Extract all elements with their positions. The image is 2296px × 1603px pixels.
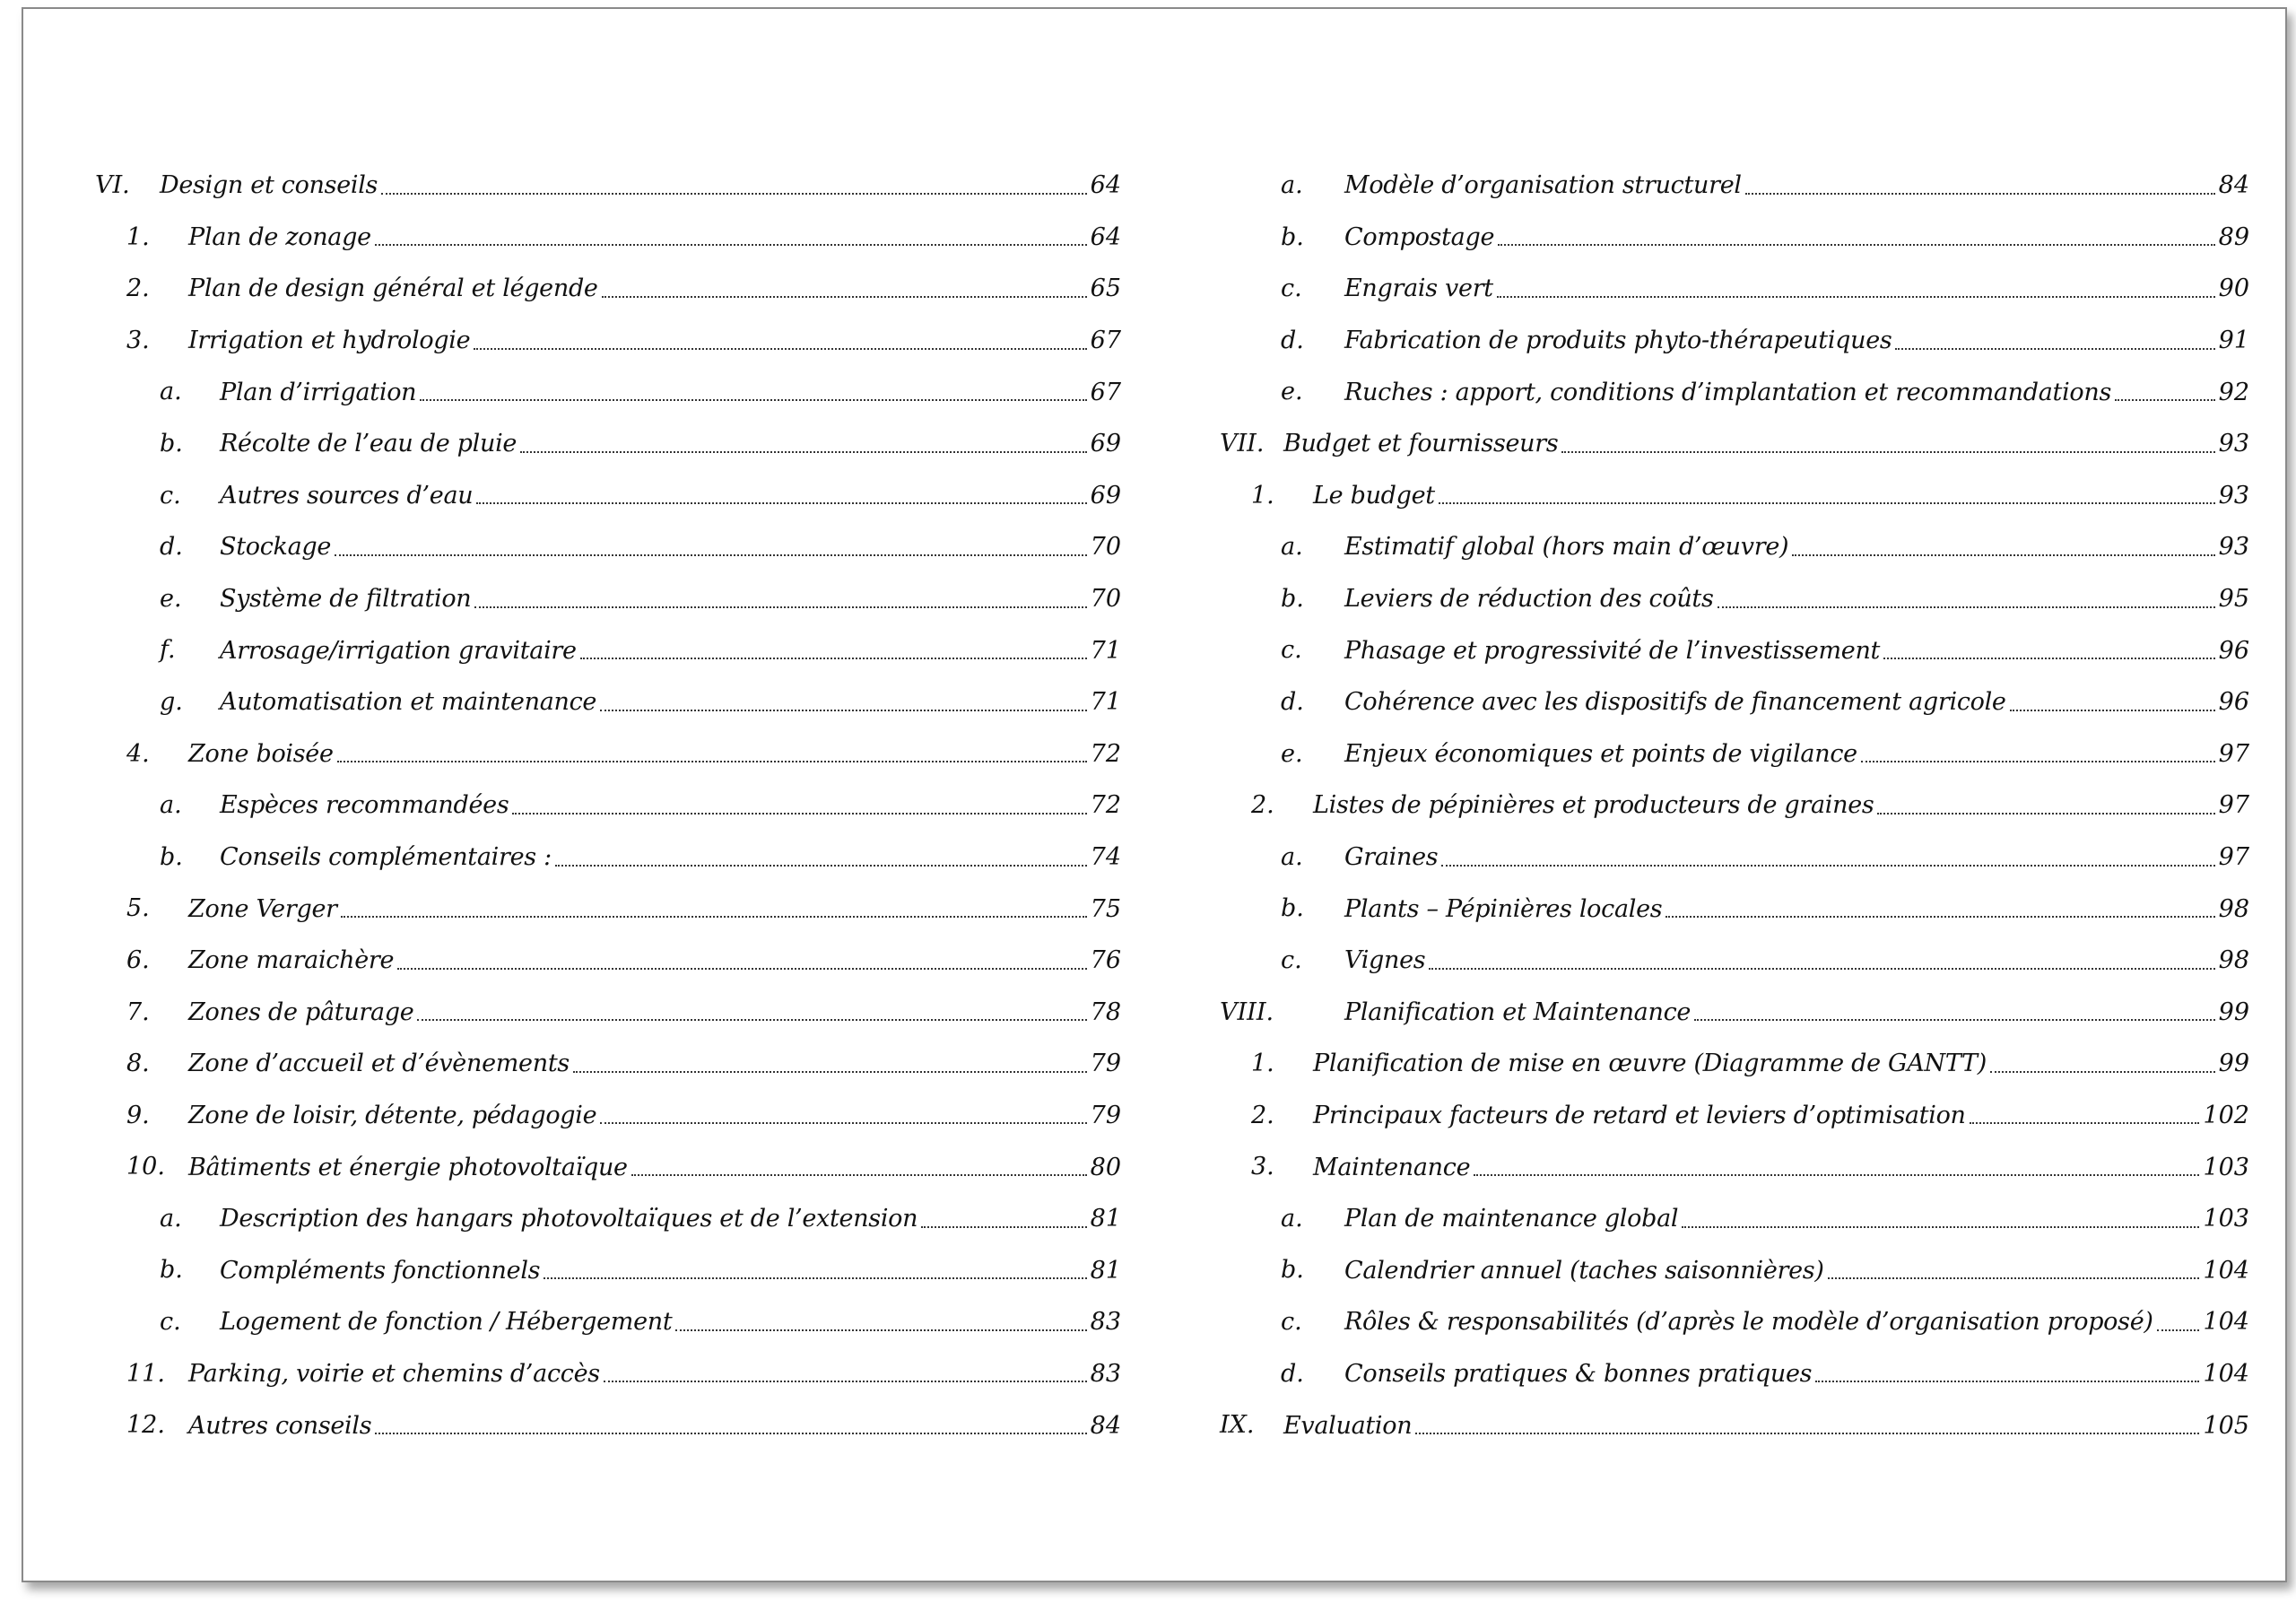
toc-entry-number: 2. — [1251, 1101, 1274, 1129]
toc-entry-page-number: 97 — [2218, 739, 2249, 768]
toc-entry[interactable] — [1198, 728, 2249, 780]
toc-entry-page-number: 99 — [2218, 998, 2249, 1026]
toc-entry-number: VI. — [95, 171, 130, 199]
toc-entry-page-number: 74 — [1090, 843, 1121, 872]
toc-entry-page-number: 93 — [2218, 430, 2249, 458]
toc-entry-title: Phasage et progressivité de l’investissement — [1344, 636, 1881, 665]
toc-entry[interactable] — [74, 987, 1121, 1039]
toc-entry[interactable] — [1198, 1244, 2249, 1296]
document-page — [22, 7, 2287, 1582]
toc-entry-title: Plants – Pépinières locales — [1344, 894, 1663, 923]
toc-entry-number: 11. — [126, 1359, 165, 1388]
toc-entry[interactable] — [1198, 676, 2249, 728]
toc-entry-title: Cohérence avec les dispositifs de financement agricole — [1344, 688, 2006, 717]
dot-leader — [573, 1071, 1087, 1073]
toc-entry-page-number: 83 — [1090, 1359, 1121, 1388]
dot-leader — [1883, 658, 2215, 659]
toc-entry-number: a. — [160, 1204, 182, 1233]
dot-leader — [1792, 554, 2214, 556]
toc-entry[interactable] — [74, 366, 1121, 418]
toc-entry-number: b. — [1281, 894, 1304, 923]
dot-leader — [1665, 916, 2214, 918]
toc-entry-page-number: 97 — [2218, 791, 2249, 820]
toc-entry-page-number: 71 — [1090, 636, 1121, 665]
toc-entry-title: Planification de mise en œuvre (Diagramme de GANTT) — [1313, 1050, 1987, 1078]
toc-entry-page-number: 78 — [1090, 998, 1121, 1026]
toc-entry[interactable] — [74, 573, 1121, 625]
dot-leader — [474, 606, 1086, 608]
toc-entry-number: d. — [1281, 687, 1304, 716]
toc-entry-page-number: 102 — [2203, 1101, 2249, 1129]
toc-left-column — [74, 160, 1121, 1451]
dot-leader — [631, 1174, 1087, 1176]
dot-leader — [602, 296, 1087, 298]
toc-entry[interactable] — [1198, 263, 2249, 315]
toc-entry-number: d. — [160, 533, 183, 562]
toc-entry-number: 2. — [126, 274, 150, 303]
dot-leader — [397, 968, 1086, 970]
dot-leader — [1429, 968, 2214, 970]
toc-entry-title: Rôles & responsabilités (d’après le modèle d’organisation proposé) — [1344, 1308, 2153, 1337]
toc-entry-page-number: 97 — [2218, 843, 2249, 872]
toc-entry-title: Automatisation et maintenance — [220, 688, 597, 717]
toc-entry-page-number: 98 — [2218, 946, 2249, 975]
dot-leader — [420, 399, 1086, 401]
toc-entry-page-number: 104 — [2203, 1256, 2249, 1285]
toc-entry-number: VIII. — [1220, 998, 1274, 1026]
toc-entry-page-number: 80 — [1090, 1153, 1121, 1181]
dot-leader — [337, 761, 1087, 762]
toc-entry-title: Plan de maintenance global — [1344, 1205, 1679, 1233]
toc-entry-title: Compléments fonctionnels — [220, 1256, 541, 1285]
toc-entry-page-number: 103 — [2203, 1205, 2249, 1233]
toc-entry[interactable] — [74, 728, 1121, 780]
dot-leader — [1990, 1071, 2215, 1073]
dot-leader — [1970, 1122, 2200, 1124]
toc-entry-title: Evaluation — [1283, 1411, 1413, 1440]
toc-entry-number: 10. — [126, 1153, 165, 1181]
toc-entry-page-number: 67 — [1090, 378, 1121, 406]
dot-leader — [341, 916, 1087, 918]
toc-entry-page-number: 84 — [1090, 1411, 1121, 1440]
toc-entry-number: f. — [160, 636, 176, 665]
toc-entry-number: a. — [1281, 171, 1303, 199]
dot-leader — [1861, 761, 2215, 762]
toc-entry-number: e. — [1281, 378, 1303, 406]
toc-entry-number: 3. — [1251, 1153, 1274, 1181]
toc-entry[interactable] — [1198, 315, 2249, 367]
toc-entry[interactable] — [74, 212, 1121, 264]
toc-entry[interactable] — [74, 521, 1121, 573]
toc-entry-title: Autres sources d’eau — [220, 481, 474, 510]
toc-entry-title: Système de filtration — [220, 585, 472, 614]
toc-entry-page-number: 91 — [2218, 327, 2249, 355]
toc-entry-page-number: 70 — [1090, 585, 1121, 614]
toc-entry-number: 1. — [126, 222, 150, 251]
dot-leader — [1474, 1174, 2199, 1176]
toc-entry-page-number: 104 — [2203, 1308, 2249, 1337]
toc-entry-title: Conseils complémentaires : — [220, 843, 552, 872]
dot-leader — [604, 1381, 1087, 1382]
toc-entry-title: Budget et fournisseurs — [1283, 430, 1559, 458]
toc-entry-title: Le budget — [1313, 481, 1435, 510]
toc-entry-page-number: 81 — [1090, 1205, 1121, 1233]
toc-entry-title: Compostage — [1344, 222, 1495, 251]
toc-entry[interactable] — [1198, 573, 2249, 625]
toc-entry[interactable] — [1198, 987, 2249, 1039]
toc-entry-page-number: 95 — [2218, 585, 2249, 614]
toc-entry-title: Graines — [1344, 843, 1439, 872]
toc-entry[interactable] — [1198, 418, 2249, 470]
toc-entry-title: Maintenance — [1313, 1153, 1471, 1181]
toc-entry-page-number: 75 — [1090, 894, 1121, 923]
toc-entry-page-number: 83 — [1090, 1308, 1121, 1337]
toc-entry-number: 1. — [1251, 481, 1274, 510]
toc-entry-number: 1. — [1251, 1050, 1274, 1078]
toc-entry[interactable] — [1198, 832, 2249, 884]
toc-entry-title: Espèces recommandées — [220, 791, 509, 820]
toc-entry[interactable] — [1198, 366, 2249, 418]
toc-entry[interactable] — [74, 1141, 1121, 1193]
toc-entry-page-number: 98 — [2218, 894, 2249, 923]
toc-entry-page-number: 65 — [1090, 274, 1121, 303]
toc-entry-title: Récolte de l’eau de pluie — [220, 430, 517, 458]
toc-entry-number: a. — [1281, 533, 1303, 562]
toc-entry[interactable] — [74, 160, 1121, 212]
dot-leader — [474, 348, 1086, 350]
dot-leader — [675, 1329, 1086, 1331]
toc-entry-title: Arrosage/irrigation gravitaire — [220, 636, 577, 665]
dot-leader — [512, 813, 1086, 815]
toc-entry[interactable] — [74, 470, 1121, 522]
dot-leader — [1561, 451, 2214, 453]
toc-entry-title: Zone maraichère — [188, 946, 395, 975]
toc-entry-title: Planification et Maintenance — [1344, 998, 1692, 1026]
toc-entry-number: 3. — [126, 326, 150, 354]
toc-entry-page-number: 79 — [1090, 1101, 1121, 1129]
toc-entry-title: Zone Verger — [188, 894, 337, 923]
toc-entry-page-number: 105 — [2203, 1411, 2249, 1440]
toc-entry-title: Plan d’irrigation — [220, 378, 417, 406]
toc-entry[interactable] — [74, 935, 1121, 987]
toc-entry[interactable] — [1198, 1296, 2249, 1348]
toc-entry-page-number: 89 — [2218, 222, 2249, 251]
toc-entry[interactable] — [1198, 521, 2249, 573]
toc-entry-page-number: 96 — [2218, 688, 2249, 717]
toc-entry-page-number: 71 — [1090, 688, 1121, 717]
dot-leader — [335, 554, 1087, 556]
toc-entry-title: Vignes — [1344, 946, 1426, 975]
toc-entry-number: b. — [1281, 1256, 1304, 1285]
toc-entry-title: Plan de design général et légende — [188, 274, 598, 303]
dot-leader — [2010, 710, 2215, 711]
toc-entry-number: 12. — [126, 1411, 165, 1440]
dot-leader — [580, 658, 1087, 659]
toc-entry-page-number: 96 — [2218, 636, 2249, 665]
toc-entry-title: Design et conseils — [160, 171, 378, 200]
toc-entry-title: Ruches : apport, conditions d’implantation et recommandations — [1344, 378, 2112, 406]
toc-entry-number: a. — [1281, 1204, 1303, 1233]
dot-leader — [555, 865, 1087, 867]
toc-entry-page-number: 104 — [2203, 1359, 2249, 1388]
toc-entry-number: 5. — [126, 894, 150, 923]
toc-entry[interactable] — [1198, 212, 2249, 264]
toc-entry[interactable] — [1198, 1399, 2249, 1451]
toc-entry-page-number: 103 — [2203, 1153, 2249, 1181]
toc-entry-page-number: 67 — [1090, 327, 1121, 355]
toc-entry-number: d. — [1281, 326, 1304, 354]
toc-entry-number: e. — [1281, 739, 1303, 768]
toc-entry-number: c. — [160, 481, 181, 510]
toc-entry[interactable] — [1198, 470, 2249, 522]
toc-entry-number: 8. — [126, 1050, 150, 1078]
toc-entry[interactable] — [1198, 1141, 2249, 1193]
toc-entry-number: c. — [1281, 274, 1302, 303]
toc-entry-page-number: 93 — [2218, 533, 2249, 562]
toc-entry-title: Enjeux économiques et points de vigilance — [1344, 739, 1857, 768]
toc-entry-number: a. — [160, 791, 182, 820]
toc-entry-page-number: 79 — [1090, 1050, 1121, 1078]
dot-leader — [1497, 296, 2215, 298]
dot-leader — [1895, 348, 2214, 350]
toc-entry[interactable] — [74, 1348, 1121, 1400]
toc-entry-title: Engrais vert — [1344, 274, 1493, 303]
toc-entry[interactable] — [74, 1193, 1121, 1245]
toc-entry[interactable] — [1198, 883, 2249, 935]
toc-entry[interactable] — [74, 1090, 1121, 1142]
toc-entry-number: c. — [1281, 945, 1302, 974]
dot-leader — [600, 710, 1087, 711]
dot-leader — [1439, 502, 2215, 504]
toc-entry-number: c. — [1281, 636, 1302, 665]
toc-entry-page-number: 99 — [2218, 1050, 2249, 1078]
toc-entry-page-number: 90 — [2218, 274, 2249, 303]
toc-entry[interactable] — [74, 780, 1121, 832]
toc-entry[interactable] — [1198, 160, 2249, 212]
dot-leader — [1441, 865, 2214, 867]
dot-leader — [2115, 399, 2215, 401]
toc-entry-title: Principaux facteurs de retard et leviers d’optimisation — [1313, 1101, 1966, 1129]
dot-leader — [1828, 1277, 2200, 1279]
toc-entry-title: Fabrication de produits phyto-thérapeutiques — [1344, 327, 1892, 355]
toc-entry-number: 4. — [126, 739, 150, 768]
toc-entry[interactable] — [74, 418, 1121, 470]
toc-entry-number: 6. — [126, 945, 150, 974]
dot-leader — [1694, 1019, 2215, 1021]
toc-entry[interactable] — [74, 1038, 1121, 1090]
dot-leader — [520, 451, 1087, 453]
toc-entry-number: b. — [160, 842, 183, 871]
toc-entry-title: Zone de loisir, détente, pédagogie — [188, 1101, 597, 1129]
dot-leader — [417, 1019, 1086, 1021]
dot-leader — [1415, 1433, 2199, 1434]
toc-entry[interactable] — [1198, 935, 2249, 987]
toc-entry-title: Zone d’accueil et d’évènements — [188, 1050, 570, 1078]
toc-entry-number: a. — [160, 378, 182, 406]
dot-leader — [1815, 1381, 2199, 1382]
dot-leader — [544, 1277, 1086, 1279]
toc-entry-number: c. — [1281, 1308, 1302, 1337]
toc-entry[interactable] — [1198, 780, 2249, 832]
toc-entry-page-number: 69 — [1090, 430, 1121, 458]
toc-entry-title: Parking, voirie et chemins d’accès — [188, 1359, 600, 1388]
toc-entry-page-number: 70 — [1090, 533, 1121, 562]
toc-entry-title: Modèle d’organisation structurel — [1344, 171, 1742, 200]
toc-entry-title: Stockage — [220, 533, 332, 562]
toc-entry-title: Estimatif global (hors main d’œuvre) — [1344, 533, 1789, 562]
toc-entry-number: b. — [160, 1256, 183, 1285]
dot-leader — [1498, 244, 2215, 246]
toc-entry-page-number: 72 — [1090, 791, 1121, 820]
toc-right-column — [1198, 160, 2249, 1451]
toc-entry[interactable] — [1198, 1090, 2249, 1142]
toc-entry-number: VII. — [1220, 429, 1265, 457]
toc-entry-number: IX. — [1220, 1411, 1255, 1440]
toc-entry[interactable] — [74, 1244, 1121, 1296]
toc-entry[interactable] — [74, 676, 1121, 728]
toc-entry[interactable] — [74, 832, 1121, 884]
toc-entry-page-number: 81 — [1090, 1256, 1121, 1285]
toc-entry-title: Irrigation et hydrologie — [188, 327, 471, 355]
toc-entry-number: 7. — [126, 998, 150, 1026]
dot-leader — [375, 1433, 1086, 1434]
toc-entry[interactable] — [74, 315, 1121, 367]
toc-entry-number: 2. — [1251, 791, 1274, 820]
toc-entry-title: Leviers de réduction des coûts — [1344, 585, 1714, 614]
toc-entry-title: Zone boisée — [188, 739, 334, 768]
dot-leader — [600, 1122, 1086, 1124]
toc-entry-title: Listes de pépinières et producteurs de graines — [1313, 791, 1874, 820]
toc-entry[interactable] — [74, 624, 1121, 676]
toc-entry-number: 9. — [126, 1101, 150, 1129]
dot-leader — [1745, 193, 2215, 195]
toc-entry-number: e. — [160, 584, 182, 613]
toc-entry-number: d. — [1281, 1359, 1304, 1388]
toc-entry[interactable] — [74, 263, 1121, 315]
toc-entry-title: Description des hangars photovoltaïques et de l’extension — [220, 1205, 918, 1233]
toc-entry-title: Calendrier annuel (taches saisonnières) — [1344, 1256, 1824, 1285]
dot-leader — [2157, 1329, 2200, 1331]
toc-entry[interactable] — [1198, 1348, 2249, 1400]
dot-leader — [375, 244, 1087, 246]
dot-leader — [1682, 1226, 2199, 1228]
toc-entry-title: Conseils pratiques & bonnes pratiques — [1344, 1359, 1813, 1388]
toc-entry-title: Logement de fonction / Hébergement — [220, 1308, 673, 1337]
toc-entry[interactable] — [74, 1399, 1121, 1451]
dot-leader — [1718, 606, 2215, 608]
toc-entry-number: g. — [160, 687, 183, 716]
toc-entry[interactable] — [74, 1296, 1121, 1348]
toc-entry-page-number: 64 — [1090, 222, 1121, 251]
toc-entry-page-number: 64 — [1090, 171, 1121, 200]
dot-leader — [921, 1226, 1086, 1228]
toc-entry-number: c. — [160, 1308, 181, 1337]
dot-leader — [381, 193, 1087, 195]
toc-entry-title: Zones de pâturage — [188, 998, 414, 1026]
toc-entry-page-number: 76 — [1090, 946, 1121, 975]
toc-entry-title: Plan de zonage — [188, 222, 371, 251]
toc-entry-number: b. — [1281, 222, 1304, 251]
toc-entry-title: Bâtiments et énergie photovoltaïque — [188, 1153, 628, 1181]
toc-entry-page-number: 92 — [2218, 378, 2249, 406]
toc-entry[interactable] — [1198, 1038, 2249, 1090]
toc-entry[interactable] — [74, 883, 1121, 935]
toc-entry[interactable] — [1198, 624, 2249, 676]
toc-entry[interactable] — [1198, 1193, 2249, 1245]
toc-entry-page-number: 69 — [1090, 481, 1121, 510]
toc-entry-number: b. — [160, 429, 183, 457]
toc-entry-number: b. — [1281, 584, 1304, 613]
dot-leader — [1877, 813, 2214, 815]
toc-entry-number: a. — [1281, 842, 1303, 871]
toc-entry-page-number: 93 — [2218, 481, 2249, 510]
toc-entry-page-number: 84 — [2218, 171, 2249, 200]
toc-entry-title: Autres conseils — [188, 1411, 372, 1440]
dot-leader — [476, 502, 1086, 504]
toc-entry-page-number: 72 — [1090, 739, 1121, 768]
